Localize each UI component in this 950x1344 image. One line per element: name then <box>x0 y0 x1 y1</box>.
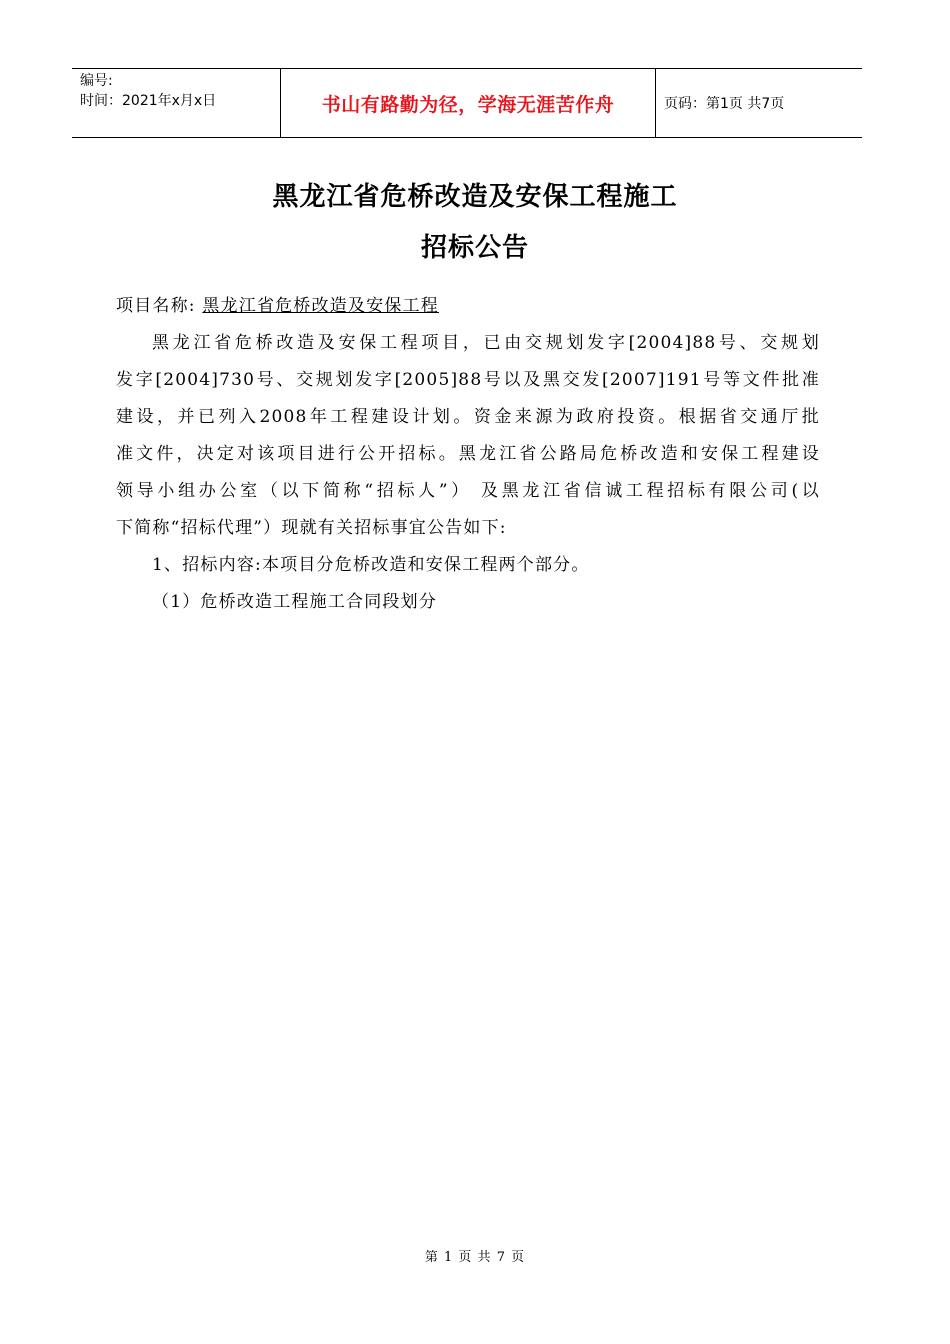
paragraph-line: 下简称“招标代理”）现就有关招标事宜公告如下: <box>116 518 507 538</box>
project-name-value: 黑龙江省危桥改造及安保工程 <box>202 296 439 316</box>
document-title-line2: 招标公告 <box>420 233 529 263</box>
page-footer: 第 1 页 共 7 页 <box>424 1250 526 1265</box>
list-item: 1、招标内容:本项目分危桥改造和安保工程两个部分。 <box>152 555 590 575</box>
paragraph-line: 领导小组办公室（以下简称“招标人”） 及黑龙江省信诚工程招标有限公司(以 <box>116 481 820 501</box>
time-label: 时间：2021年x月x日 <box>80 93 217 109</box>
number-label: 编号: <box>80 73 113 89</box>
paragraph-line: 准文件，决定对该项目进行公开招标。黑龙江省公路局危桥改造和安保工程建设 <box>116 444 820 464</box>
paragraph-line: 发字[2004]730号、交规划发字[2005]88号以及黑交发[2007]191号等文件批准 <box>116 370 820 390</box>
document-title-line1: 黑龙江省危桥改造及安保工程施工 <box>272 182 678 212</box>
paragraph-line: 黑龙江省危桥改造及安保工程项目，已由交规划发字[2004]88号、交规划 <box>152 333 820 353</box>
project-name-row <box>116 288 820 325</box>
document-body <box>116 288 820 621</box>
header-page-info: 页码：第1页 共7页 <box>664 96 785 112</box>
header-meta <box>72 69 281 137</box>
document-header <box>72 68 862 138</box>
paragraph-line: 建设，并已列入2008年工程建设计划。资金来源为政府投资。根据省交通厅批 <box>116 407 820 427</box>
project-name-label: 项目名称: <box>116 296 196 316</box>
header-slogan: 书山有路勤为径，学海无涯苦作舟 <box>281 69 656 137</box>
list-item: （1）危桥改造工程施工合同段划分 <box>152 592 438 612</box>
